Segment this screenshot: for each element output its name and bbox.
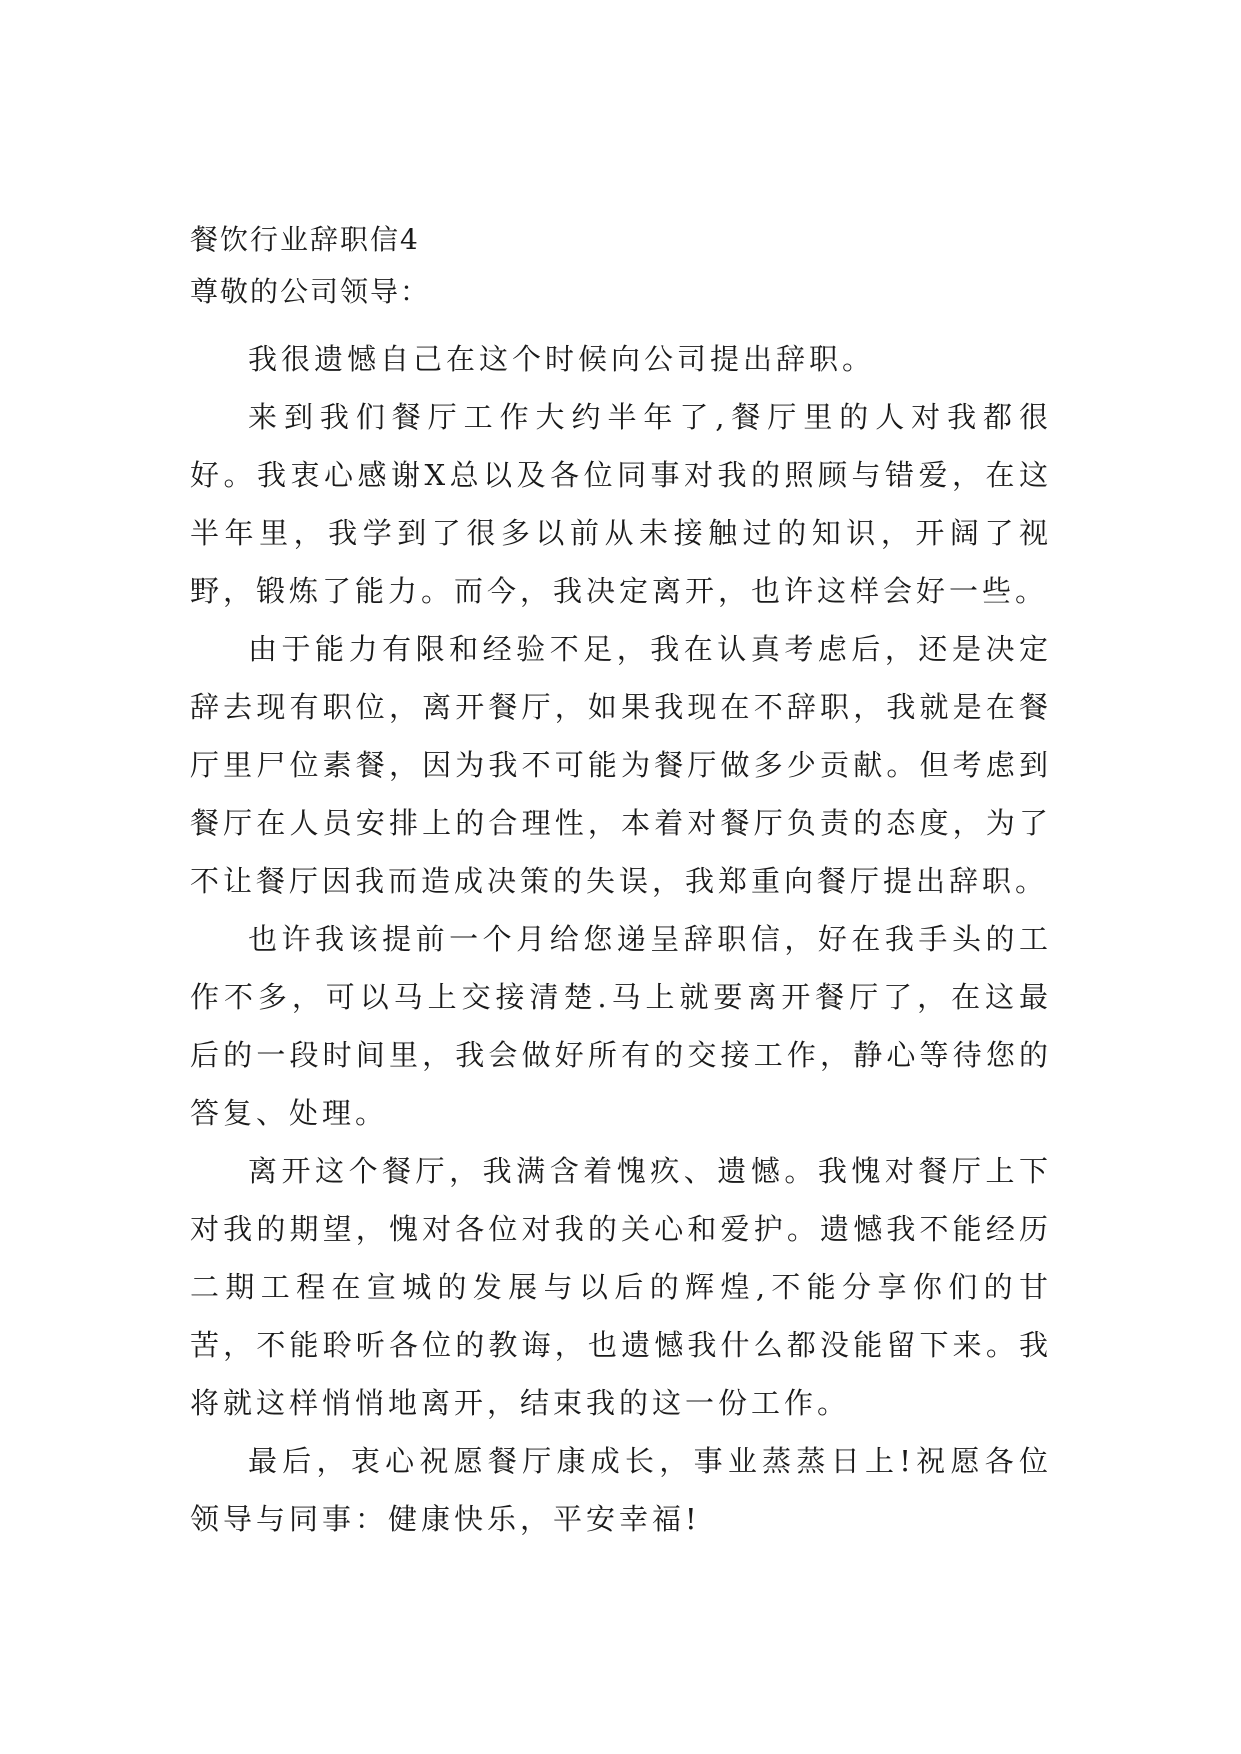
salutation: 尊敬的公司领导： <box>190 275 431 308</box>
paragraph-4: 也许我该提前一个月给您递呈辞职信，好在我手头的工作不多，可以马上交接清楚.马上就要离开餐厅了，在这最后的一段时间里，我会做好所有的交接工作，静心等待您的答复、处理。 <box>190 922 1052 1130</box>
paragraph-3: 由于能力有限和经验不足，我在认真考虑后，还是决定辞去现有职位，离开餐厅，如果我现在不辞职，我就是在餐厅里尸位素餐，因为我不可能为餐厅做多少贡献。但考虑到餐厅在人员安排上的合理性，本着对餐厅负责的态度，为了不让餐厅因我而造成决策的失误，我郑重向餐厅提出辞职。 <box>190 632 1052 898</box>
paragraph-1: 我很遗憾自己在这个时候向公司提出辞职。 <box>248 342 876 376</box>
letter-body <box>190 220 1052 1548</box>
paragraph-2: 来到我们餐厅工作大约半年了,餐厅里的人对我都很好。我衷心感谢X总以及各位同事对我的照顾与错爱，在这半年里，我学到了很多以前从未接触过的知识，开阔了视野，锻炼了能力。而今，我决定离开，也许这样会好一些。 <box>190 400 1052 608</box>
paragraph-6: 最后，衷心祝愿餐厅康成长，事业蒸蒸日上!祝愿各位领导与同事：健康快乐，平安幸福! <box>190 1444 1052 1536</box>
paragraph-5: 离开这个餐厅，我满含着愧疚、遗憾。我愧对餐厅上下对我的期望，愧对各位对我的关心和爱护。遗憾我不能经历二期工程在宣城的发展与以后的辉煌,不能分享你们的甘苦，不能聆听各位的教诲，也遗憾我什么都没能留下来。我将就这样悄悄地离开，结束我的这一份工作。 <box>190 1154 1052 1420</box>
letter-title: 餐饮行业辞职信4 <box>190 223 420 256</box>
